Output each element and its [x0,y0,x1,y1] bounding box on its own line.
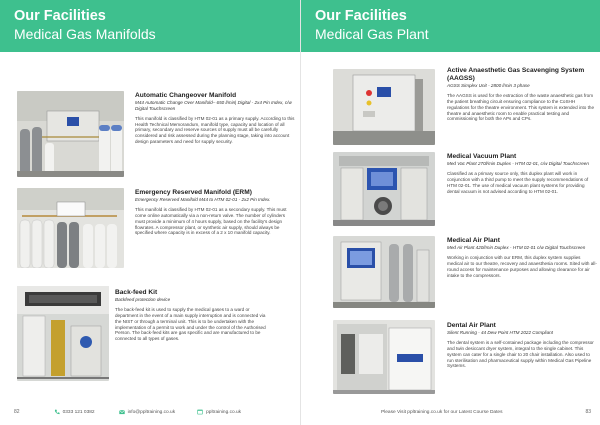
section-body: This manifold is classified by HTM 02-01 as a primary supply. According to this Health Technical Memorandum, manifold type, capacity and location of all primary, secondary and reserve sources of supply must all be carefully considered and risk assessed during the planning stage, taking into account design parameters and need for supply security. [135,115,295,145]
website-link[interactable] [197,409,241,415]
section-title: Back-feed Kit [115,289,158,296]
medical-vacuum-plant-photo [333,152,435,226]
web-icon [197,409,203,415]
aagss-photo [333,69,435,145]
medical-vacuum-plant-section [447,153,597,194]
section-title: Active Anaesthetic Gas Scavenging System (AAGSS) [447,67,585,82]
section-title: Medical Air Plant [447,237,500,244]
right-page [300,0,600,425]
phone-icon [54,409,60,415]
emergency-reserved-manifold-photo [17,188,124,268]
left-header-banner [0,0,300,52]
section-title: Medical Vacuum Plant [447,153,517,160]
visit-website-text[interactable]: Please Visit ppltraining.co.uk for our Latest Course Dates [381,409,503,415]
section-body: This manifold is classified by HTM 02-01 as a secondary supply. This must come online automatically via a non-return valve. The number of cylinders must provide a minimum of 4 hours supply, based on the facility's design flowrates. A compressor plant, or synthetic air supply, should always be specified where capacity is in excess of a 2 x 10 manifold capacity. [135,206,287,236]
email-contact[interactable] [119,409,176,415]
back-feed-kit-photo [17,286,109,381]
right-header-title: Our Facilities [315,8,407,24]
website-url: ppltraining.co.uk [206,409,242,415]
back-feed-kit-section [115,289,273,342]
page-number: 82 [14,409,20,415]
page-number: 83 [585,409,591,415]
automatic-changeover-manifold-photo [17,91,124,177]
section-subtitle: M44 Automatic Change Over Manifold– 650 l/min| Digital - 2x4 Pin Index, c/w Digital Touchscreen [135,100,292,111]
section-subtitle: Emergency Reserved Manifold M44 to HTM 02-01 - 2x2 Pin Index. [135,197,271,202]
email-icon [119,409,125,415]
aagss-section [447,67,597,122]
dental-air-plant-photo [333,320,435,394]
section-title: Emergency Reserved Manifold (ERM) [135,189,252,196]
section-body: Classified as a primary source only, this duplex plant will work in conjunction with a third pump to meet the supply recommendations of HTM 02-01. The use of medical vacuum plant systems for providing dental vacuum is not advised according to HTM 02-01. [447,170,589,194]
left-header-subtitle: Medical Gas Manifolds [14,26,156,42]
section-subtitle: Backfeed protection device [115,297,171,302]
section-title: Dental Air Plant [447,322,496,329]
email-address: info@ppltraining.co.uk [127,409,176,415]
right-footer [381,406,591,418]
left-header-title: Our Facilities [14,8,106,24]
section-body: The back-feed kit is used to supply the medical gases to a ward or department in the event of a main supply interruption and is connected via the NIST or through a terminal unit. This is to be undertaken with the implementation of a permit to work and under the control of the Authorised Person. The back-feed kits are gas specific and are manufactured to be connected to all types of gases. [115,306,266,342]
left-footer [14,406,294,418]
right-header-banner [301,0,600,52]
section-subtitle: Med Vac Plant 270l/min Duplex - HTM 02-01, c/w Digital Touchscreen [447,161,589,166]
section-subtitle: Med Air Plant 420l/min Duplex - HTM 02-01 c/w Digital Touchscreen [447,245,586,250]
emergency-reserved-manifold-section [135,189,295,236]
dental-air-plant-section [447,322,597,369]
right-header-subtitle: Medical Gas Plant [315,26,429,42]
section-body: The dental system is a self-contained package including the compressor and twin desiccant dryer system, integral to the single cabinet. This system can cater for a single chair to 20 chair installation. Also used to run sterilisation and pharmaceutical supply within Medical Gas Pipeline Systems. [447,339,594,369]
section-body: The AAGSS is used for the extraction of the waste anaesthetic gas from the patient breathing circuit ensuring compliance to the CoSHH regulations for the theatre environment. This system is extended into the theatre and anaesthetic room to enable practical testing and commissioning for both the APs and CPs. [447,92,594,122]
medical-air-plant-section [447,237,597,278]
section-title: Automatic Changeover Manifold [135,92,237,99]
phone-number: 0333 121 0382 [62,409,95,415]
automatic-changeover-manifold-section [135,92,295,145]
section-subtitle: Silent Running - 44 Dew Point HTM 2022 Compliant [447,330,553,335]
phone-contact[interactable] [54,409,95,415]
medical-air-plant-photo [333,236,435,308]
section-body: Working in conjunction with our ERM, this duplex system supplies medical air to our theatre, recovery and anaesthesia rooms. Sited with all-round access for maintenance purposes and allowing clearance for air intake to the compressors. [447,254,597,278]
section-subtitle: AGSS Simplex Unit - 2800 l/min 3 phase [447,83,530,88]
